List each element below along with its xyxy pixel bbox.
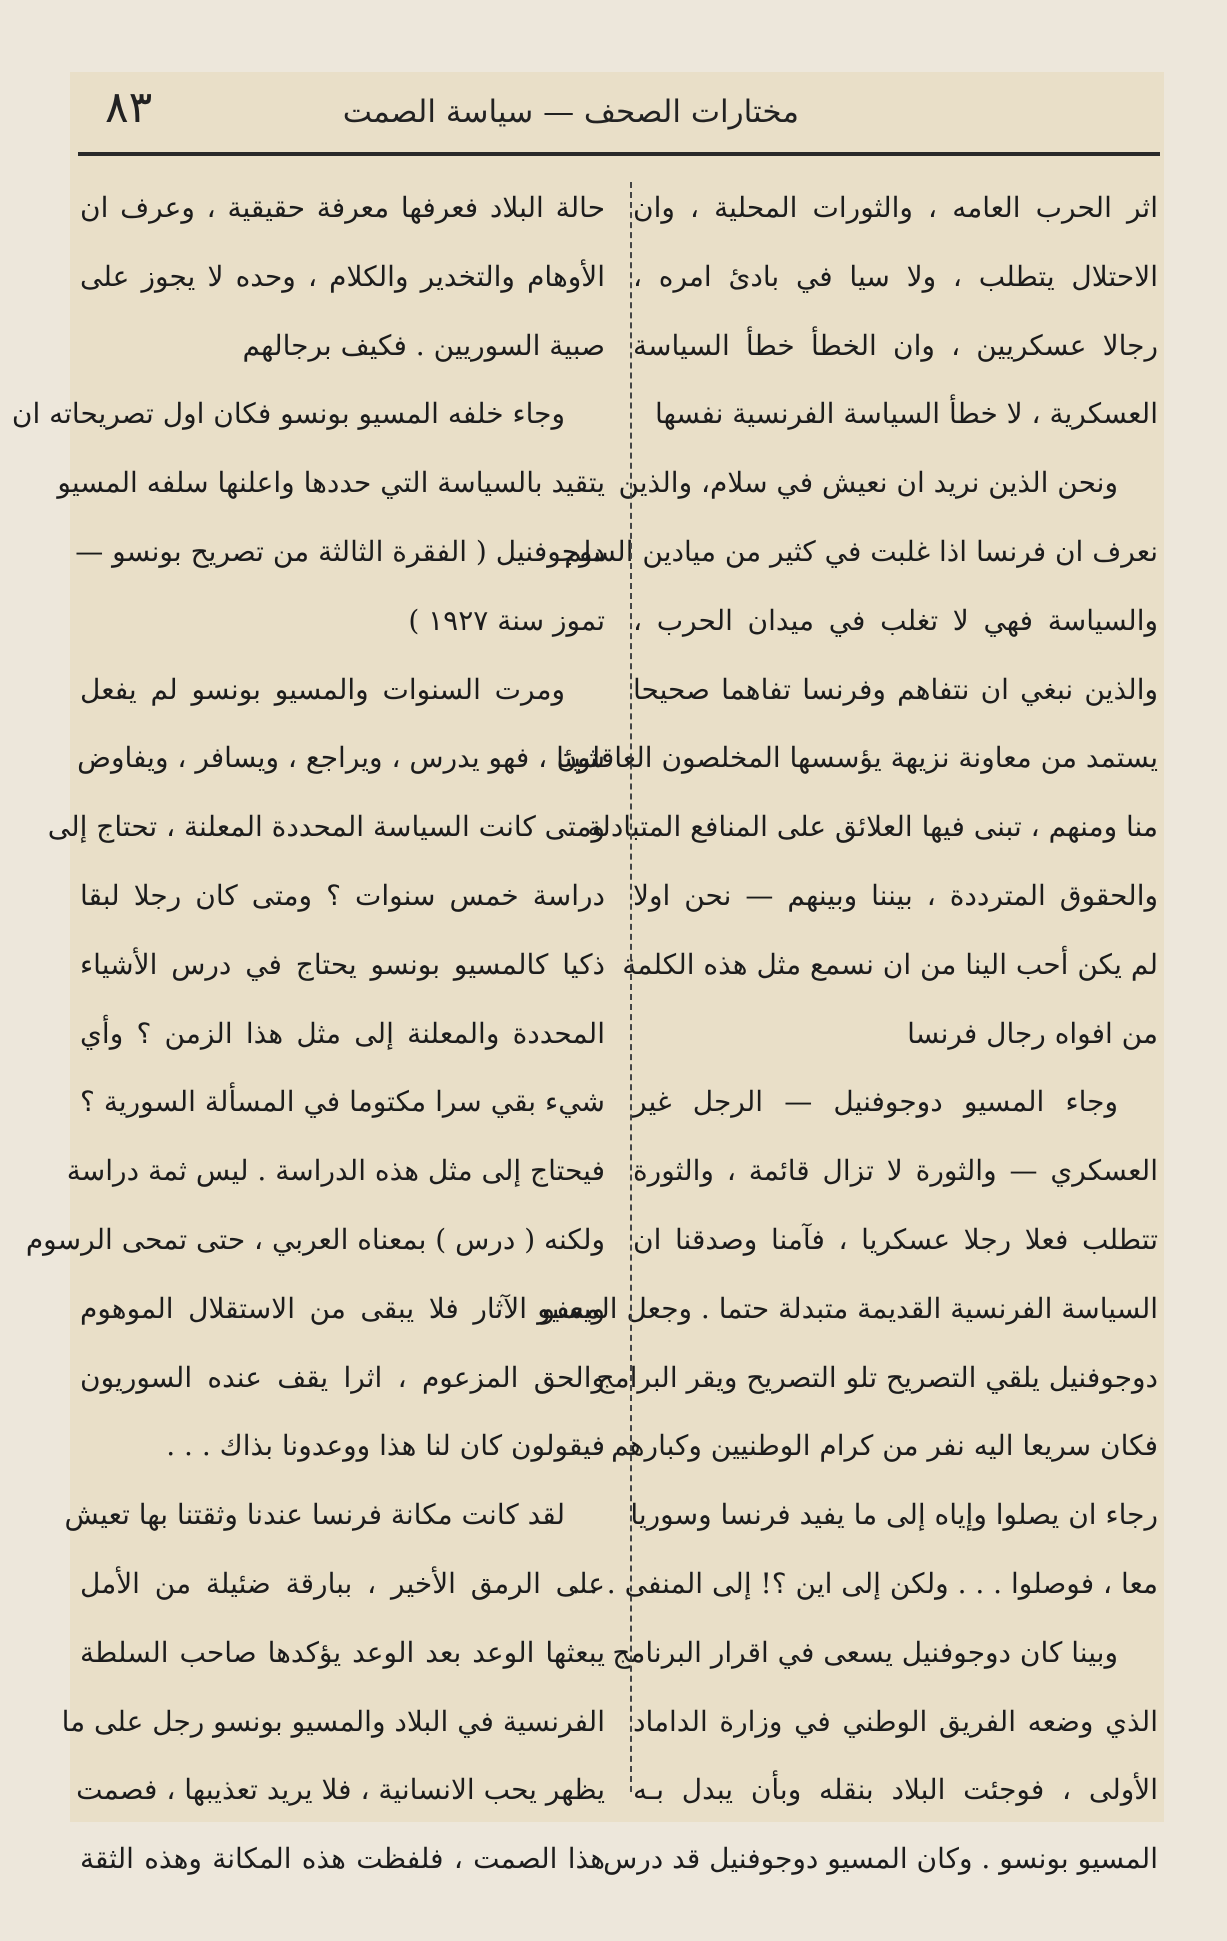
header-rule — [78, 152, 1160, 156]
text-line: يبعثها الوعد بعد الوعد يؤكدها صاحب السلطة — [80, 1635, 605, 1669]
text-line: يظهر يحب الانسانية ، فلا يريد تعذيبها ، فصمت — [76, 1773, 605, 1807]
text-line: دراسة خمس سنوات ؟ ومتى كان رجلا لبقا — [80, 878, 605, 912]
text-line: فيقولون كان لنا هذا ووعدونا بذاك . . . — [166, 1429, 605, 1463]
text-line: شيئا ، فهو يدرس ، ويراجع ، ويسافر ، ويفاوض — [77, 741, 605, 775]
page-body — [11, 174, 1164, 1876]
text-line: ومرت السنوات والمسيو بونسو لم يفعل — [80, 672, 565, 706]
text-line: الذي وضعه الفريق الوطني في وزارة الداماد — [633, 1704, 1158, 1738]
text-line: لم يكن أحب الينا من ان نسمع مثل هذه الكلمة — [622, 947, 1158, 981]
page-header — [80, 82, 1154, 152]
text-line: فيحتاج إلى مثل هذه الدراسة . ليس ثمة دراسة — [66, 1154, 605, 1188]
text-line: دوجوفنيل ( الفقرة الثالثة من تصريح بونسو — — [75, 534, 605, 568]
text-line: على الرمق الأخير ، ببارقة ضئيلة من الأمل — [80, 1566, 605, 1600]
text-line: لقد كانت مكانة فرنسا عندنا وثقتنا بها تعيش — [64, 1498, 565, 1532]
text-line: رجالا عسكريين ، وان الخطأ خطأ السياسة — [633, 328, 1158, 362]
text-line: فكان سريعا اليه نفر من كرام الوطنيين وكبارهم — [611, 1429, 1158, 1463]
text-line: الأوهام والتخدير والكلام ، وحده لا يجوز على — [80, 259, 605, 293]
text-line: شيء بقي سرا مكتوما في المسألة السورية ؟ — [80, 1085, 605, 1119]
text-line: ذكيا كالمسيو بونسو يحتاج في درس الأشياء — [80, 947, 605, 981]
text-line: العسكري — والثورة لا تزال قائمة ، والثورة — [633, 1154, 1158, 1188]
text-line: المحددة والمعلنة إلى مثل هذا الزمن ؟ وأي — [80, 1016, 605, 1050]
text-line: حالة البلاد فعرفها معرفة حقيقية ، وعرف ان — [80, 191, 605, 224]
left-column — [11, 174, 605, 1894]
running-title: مختارات الصحف — سياسة الصمت — [342, 94, 799, 130]
text-line: دوجوفنيل يلقي التصريح تلو التصريح ويقر البرامج — [596, 1360, 1158, 1394]
text-line: هذا الصمت ، فلفظت هذه المكانة وهذه الثقة — [80, 1842, 605, 1876]
text-line: والحقوق المترددة ، بيننا وبينهم — نحن اولا — [633, 878, 1158, 912]
text-line: والسياسة فهي لا تغلب في ميدان الحرب ، — [633, 603, 1158, 637]
text-line: وبينا كان دوجوفنيل يسعى في اقرار البرنامج — [612, 1635, 1118, 1669]
text-line: منا ومنهم ، تبنى فيها العلائق على المنافع المتبادلة — [587, 810, 1158, 844]
text-line: ونحن الذين نريد ان نعيش في سلام، والذين — [618, 466, 1118, 500]
text-line: ومتى كانت السياسة المحددة المعلنة ، تحتاج إلى — [47, 810, 605, 844]
scanned-page — [11, 72, 1164, 1876]
text-line: والذين نبغي ان نتفاهم وفرنسا تفاهما صحيحا — [633, 672, 1158, 706]
text-line: تموز سنة ١٩٢٧ ) — [408, 603, 605, 637]
text-line: ويعفو الآثار فلا يبقى من الاستقلال الموهوم — [80, 1291, 605, 1325]
text-line: رجاء ان يصلوا وإياه إلى ما يفيد فرنسا وسوريا — [630, 1498, 1158, 1532]
text-line: يتقيد بالسياسة التي حددها واعلنها سلفه المسيو — [57, 466, 605, 500]
text-line: العسكرية ، لا خطأ السياسة الفرنسية نفسها — [654, 397, 1158, 431]
page-number: ٨٣ — [105, 82, 153, 133]
text-line: نعرف ان فرنسا اذا غلبت في كثير من ميادين السلم — [564, 534, 1158, 568]
text-line: وجاء خلفه المسيو بونسو فكان اول تصريحاته ان — [11, 397, 565, 431]
right-column — [537, 174, 1158, 1894]
text-line: السياسة الفرنسية القديمة متبدلة حتما . وجعل المسيو — [537, 1291, 1158, 1325]
text-line: معا ، فوصلوا . . . ولكن إلى اين ؟! إلى المنفى . . . — [571, 1566, 1158, 1600]
text-line: والحق المزعوم ، اثرا يقف عنده السوريون — [80, 1360, 605, 1394]
text-line: الأولى ، فوجئت البلاد بنقله وبأن يبدل بـه — [633, 1773, 1158, 1807]
text-line: صبية السوريين . فكيف برجالهم — [242, 328, 605, 362]
text-line: الاحتلال يتطلب ، ولا سيا في بادئ امره ، — [633, 259, 1158, 293]
text-line: من افواه رجال فرنسا — [907, 1016, 1158, 1050]
text-line: اثر الحرب العامه ، والثورات المحلية ، وان — [633, 191, 1158, 224]
text-line: وجاء المسيو دوجوفنيل — الرجل غير — [633, 1085, 1118, 1119]
column-divider — [630, 182, 632, 1792]
text-line: ولكنه ( درس ) بمعناه العربي ، حتى تمحى الرسوم — [25, 1222, 605, 1256]
text-line: الفرنسية في البلاد والمسيو بونسو رجل على ما — [61, 1704, 605, 1738]
text-line: يستمد من معاونة نزيهة يؤسسها المخلصون العاقلون — [556, 741, 1158, 775]
text-line: تتطلب فعلا رجلا عسكريا ، فآمنا وصدقنا ان — [633, 1222, 1158, 1256]
text-line: المسيو بونسو . وكان المسيو دوجوفنيل قد درس — [603, 1842, 1158, 1876]
